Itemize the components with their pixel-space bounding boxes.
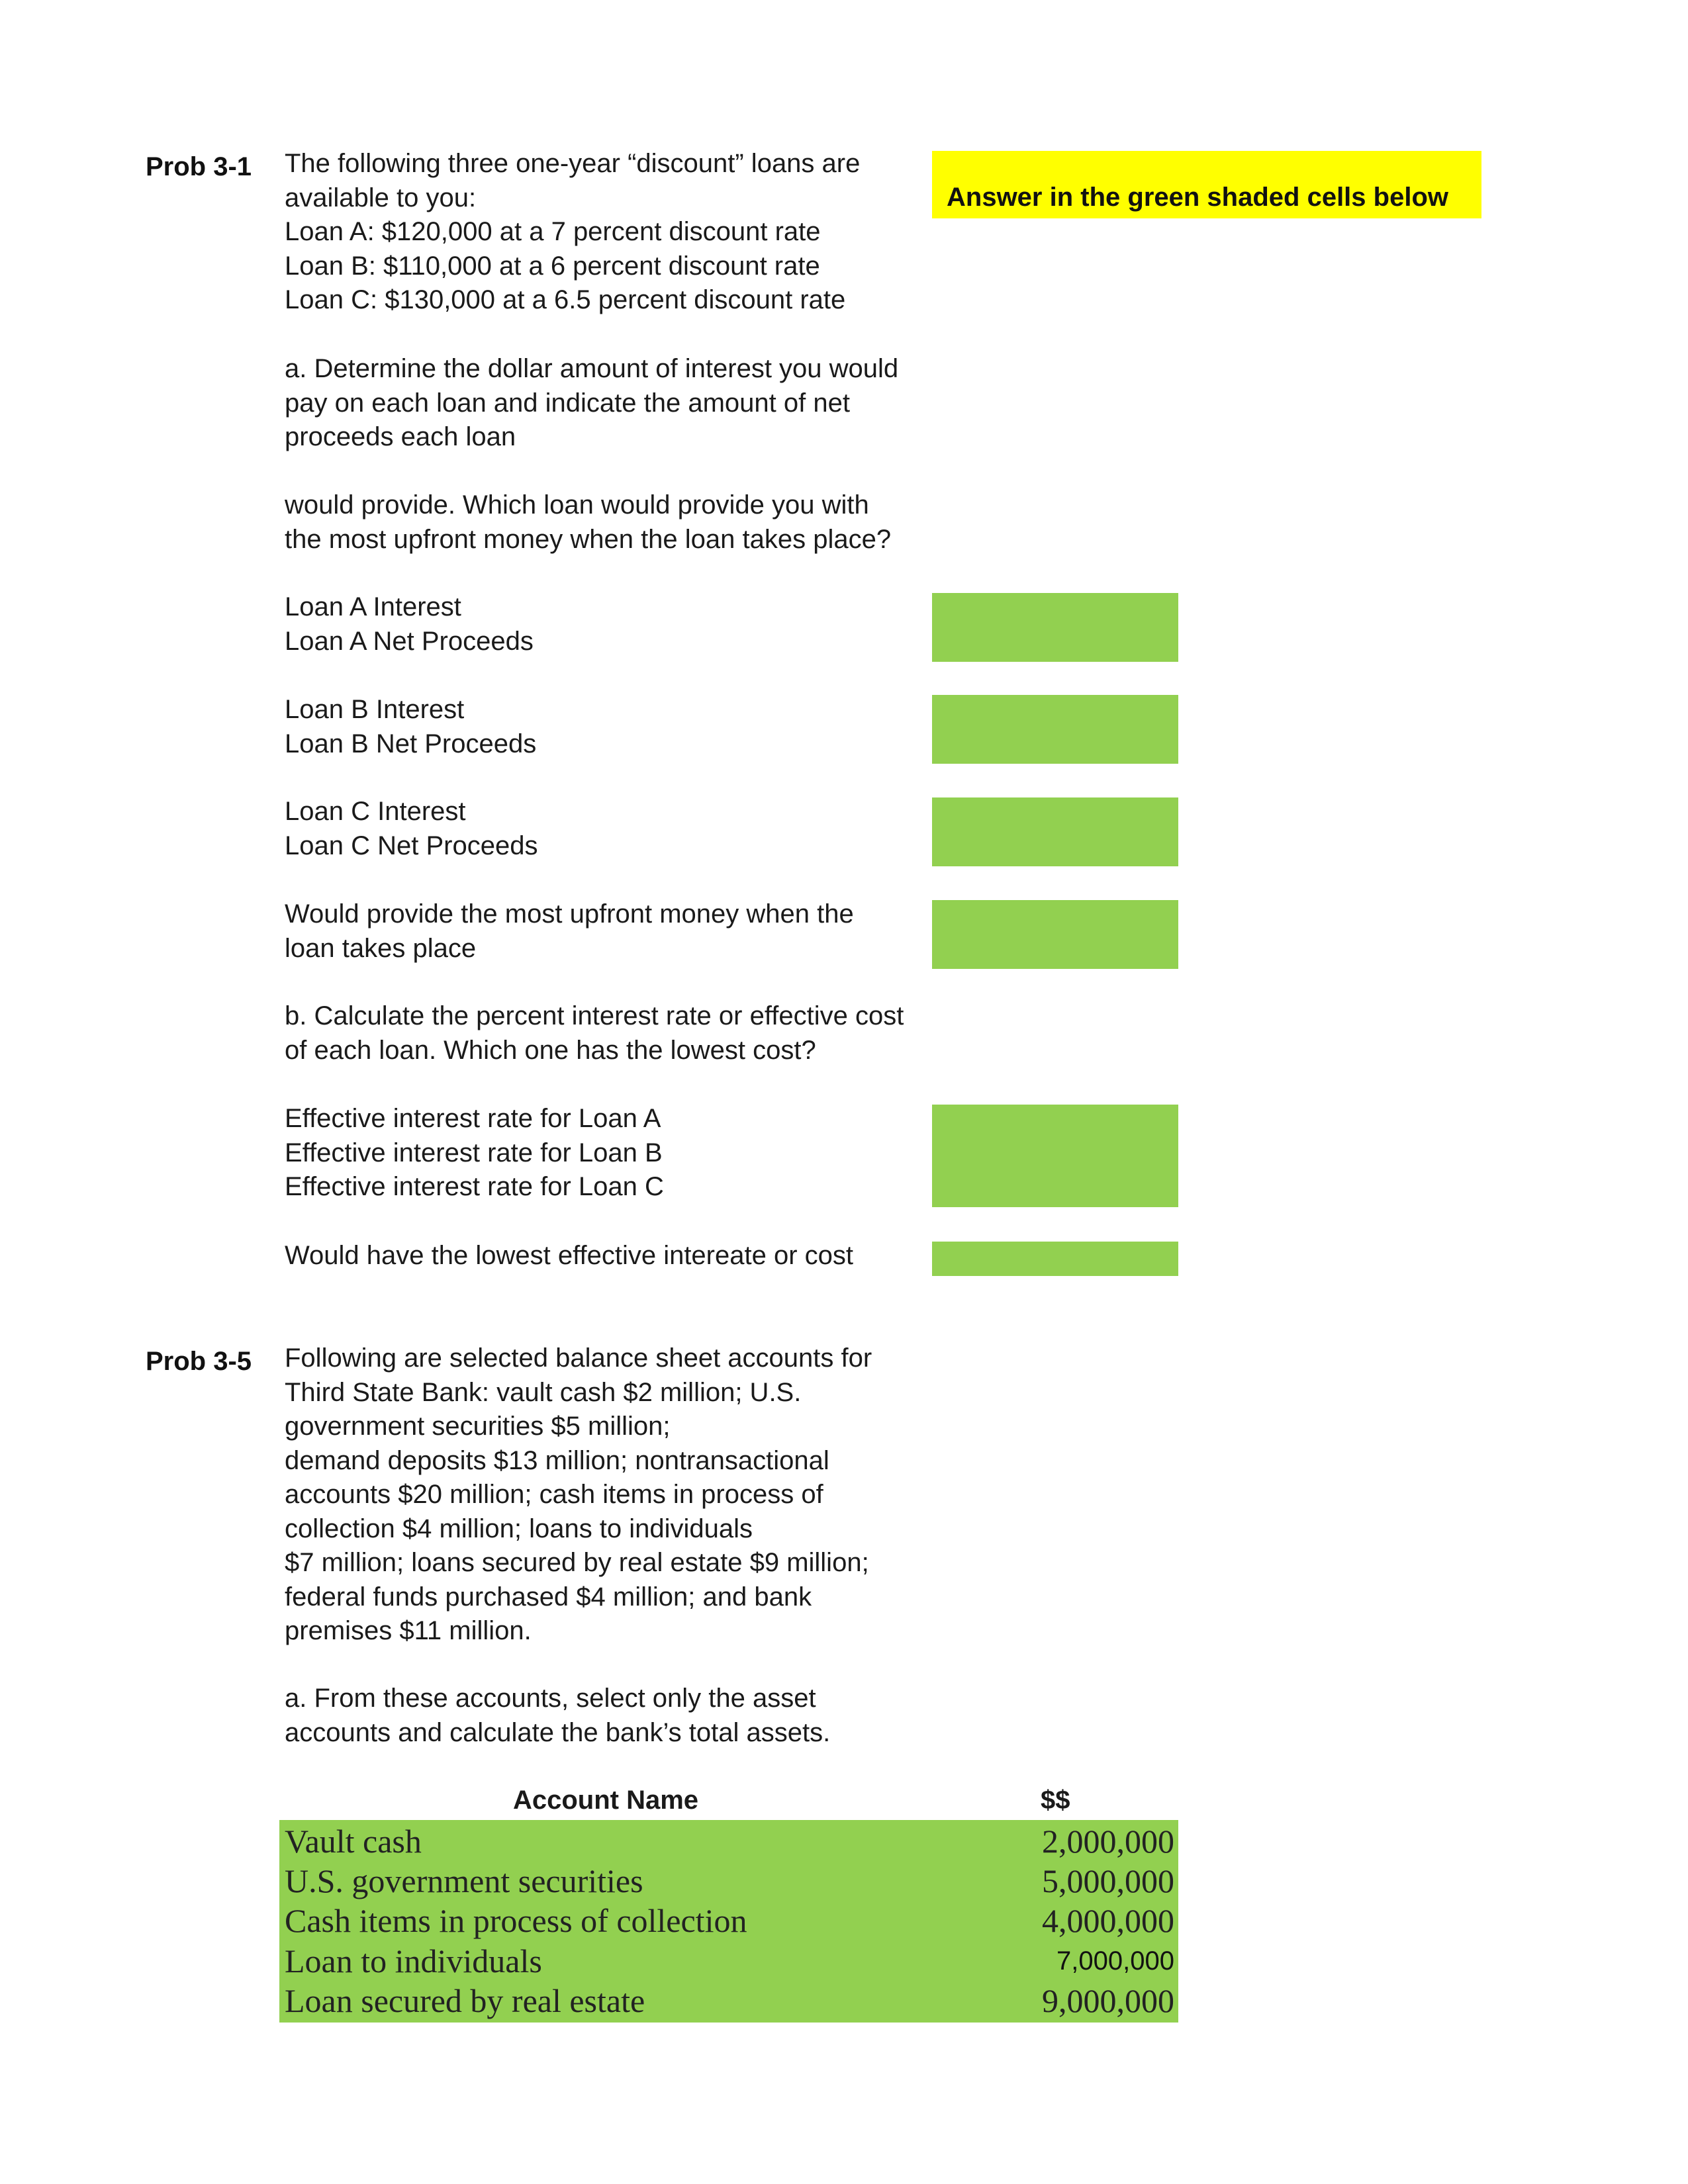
prob31-part-a — [285, 352, 898, 455]
table-row[interactable]: Loan secured by real estate — [285, 1982, 645, 2019]
table-cell-amount[interactable]: 2,000,000 — [1042, 1823, 1174, 1860]
text-line: pay on each loan and indicate the amount of net — [285, 388, 850, 418]
text-line: would provide. Which loan would provide you with — [285, 490, 869, 520]
most-upfront-question — [285, 897, 854, 966]
table-cell-amount[interactable]: 9,000,000 — [1042, 1982, 1174, 2019]
text-line: Following are selected balance sheet accounts for — [285, 1343, 872, 1373]
loan-c-labels — [285, 795, 538, 863]
text-line: loan takes place — [285, 933, 477, 963]
table-row[interactable]: Cash items in process of collection — [285, 1902, 747, 1939]
loan-a-interest-label: Loan A Interest — [285, 592, 461, 621]
text-line: available to you: — [285, 183, 477, 212]
column-header-account-name: Account Name — [512, 1786, 699, 1815]
text-line: Loan A: $120,000 at a 7 percent discount rate — [285, 217, 821, 246]
effective-rate-answer-cells[interactable] — [932, 1105, 1178, 1207]
table-cell-amount[interactable]: 4,000,000 — [1042, 1902, 1174, 1939]
loan-a-labels — [285, 590, 534, 659]
loan-b-labels — [285, 693, 536, 761]
text-line: collection $4 million; loans to individuals — [285, 1514, 753, 1543]
prob31-intro — [285, 147, 860, 318]
table-cell-amount[interactable]: 5,000,000 — [1042, 1862, 1174, 1899]
text-line: $7 million; loans secured by real estate $9 million; — [285, 1548, 869, 1577]
text-line: Loan B: $110,000 at a 6 percent discount rate — [285, 251, 820, 281]
table-cell-amount[interactable]: 7,000,000 — [1056, 1946, 1174, 1976]
text-line: of each loan. Which one has the lowest cost? — [285, 1035, 816, 1065]
prob31-part-a-continued — [285, 488, 891, 557]
text-line: demand deposits $13 million; nontransactional — [285, 1445, 829, 1475]
text-line: Loan C: $130,000 at a 6.5 percent discount rate — [285, 285, 846, 314]
table-row[interactable]: Loan to individuals — [285, 1942, 542, 1979]
text-line: The following three one-year “discount” loans are — [285, 149, 861, 178]
effective-rate-loan-c-label: Effective interest rate for Loan C — [285, 1172, 664, 1201]
lowest-cost-question: Would have the lowest effective intereate or cost — [285, 1241, 854, 1270]
prob35-intro — [285, 1342, 872, 1649]
effective-rate-loan-a-label: Effective interest rate for Loan A — [285, 1104, 661, 1133]
loan-c-answer-cells[interactable] — [932, 797, 1178, 866]
most-upfront-answer-cell[interactable] — [932, 900, 1178, 969]
problem-label-3-1: Prob 3-1 — [146, 152, 252, 181]
text-line: b. Calculate the percent interest rate or effective cost — [285, 1001, 904, 1030]
loan-c-interest-label: Loan C Interest — [285, 797, 466, 826]
column-header-amount: $$ — [1041, 1786, 1070, 1815]
prob35-part-a — [285, 1682, 830, 1750]
text-line: Third State Bank: vault cash $2 million; U.S. — [285, 1377, 802, 1407]
answer-instruction-banner — [932, 151, 1481, 218]
text-line: proceeds each loan — [285, 422, 516, 451]
text-line: federal funds purchased $4 million; and bank — [285, 1582, 812, 1612]
text-line: premises $11 million. — [285, 1616, 532, 1645]
text-line: Would provide the most upfront money when the — [285, 899, 854, 929]
loan-b-interest-label: Loan B Interest — [285, 695, 465, 724]
text-line: government securities $5 million; — [285, 1412, 671, 1441]
loan-b-answer-cells[interactable] — [932, 695, 1178, 764]
text-line: a. Determine the dollar amount of interest you would — [285, 354, 899, 383]
lowest-cost-answer-cell[interactable] — [932, 1242, 1178, 1276]
effective-rate-loan-b-label: Effective interest rate for Loan B — [285, 1138, 663, 1167]
loan-a-net-proceeds-label: Loan A Net Proceeds — [285, 626, 534, 656]
text-line: the most upfront money when the loan takes place? — [285, 524, 892, 554]
prob31-part-b — [285, 999, 904, 1068]
text-line: accounts $20 million; cash items in process of — [285, 1480, 823, 1509]
loan-a-answer-cells[interactable] — [932, 593, 1178, 662]
text-line: accounts and calculate the bank’s total assets. — [285, 1717, 831, 1747]
banner-text: Answer in the green shaded cells below — [947, 183, 1448, 212]
table-row[interactable]: Vault cash — [285, 1823, 422, 1860]
effective-rate-labels — [285, 1102, 664, 1205]
loan-b-net-proceeds-label: Loan B Net Proceeds — [285, 729, 537, 758]
text-line: a. From these accounts, select only the asset — [285, 1684, 816, 1713]
table-row[interactable]: U.S. government securities — [285, 1862, 643, 1899]
loan-c-net-proceeds-label: Loan C Net Proceeds — [285, 831, 538, 860]
problem-label-3-5: Prob 3-5 — [146, 1347, 252, 1376]
